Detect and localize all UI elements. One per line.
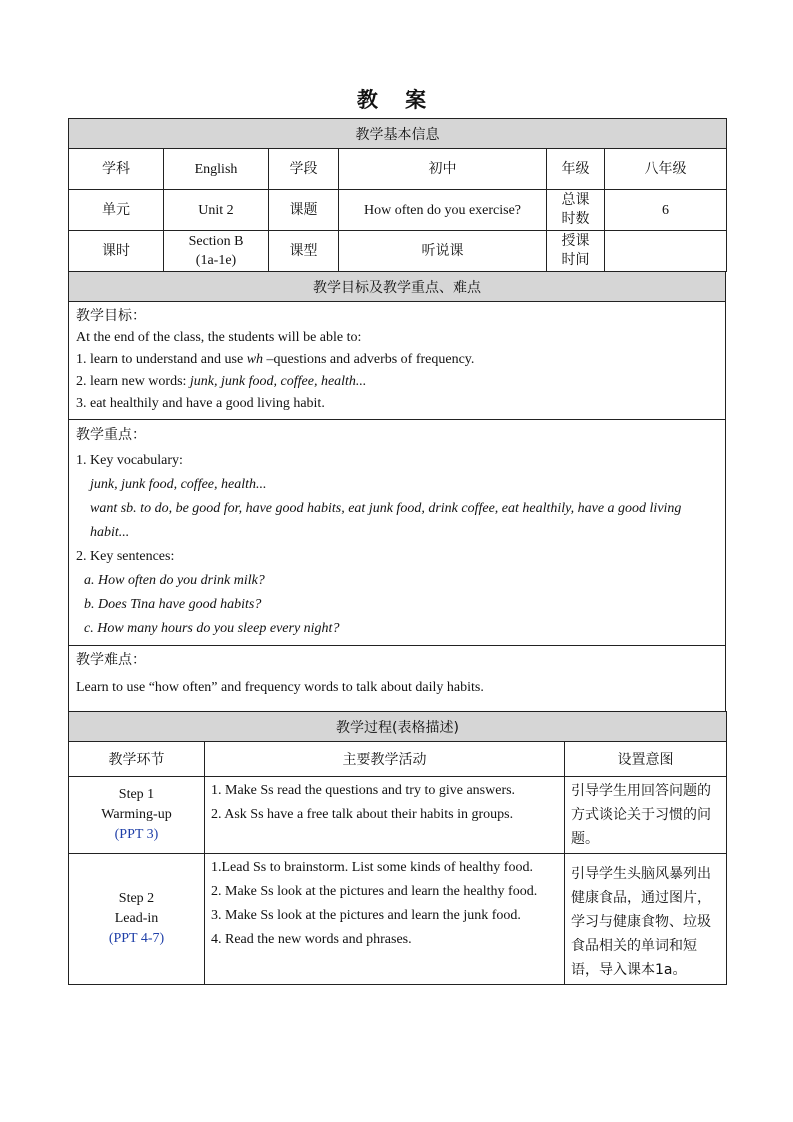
activities-cell: [205, 854, 565, 985]
value-teaching-time: [605, 231, 727, 272]
step-stage: Lead-in: [114, 911, 159, 926]
intent-cell: 引导学生用回答问题的方式谈论关于习惯的问题。: [565, 777, 727, 854]
goals-section: [69, 302, 726, 420]
value-total-periods: 6: [605, 190, 727, 231]
step-stage: Warming-up: [101, 807, 172, 822]
page-title: 教 案: [356, 88, 437, 112]
step-name: Step 1: [118, 787, 155, 802]
key-sentence-c: c. How many hours do you sleep every night?: [84, 621, 340, 636]
label-topic: 课题: [269, 190, 339, 231]
value-topic: How often do you exercise?: [339, 190, 547, 231]
key-sentences-heading: 2. Key sentences:: [76, 549, 175, 564]
label-subject: 学科: [69, 149, 164, 190]
objectives-table: [68, 271, 726, 712]
key-points-label: 教学重点：: [76, 427, 146, 443]
goal-item-2: 2. learn new words: junk, junk food, coffee, health...: [76, 374, 367, 389]
activity-item: 1. Make Ss read the questions and try to give answers.: [211, 783, 516, 798]
process-header: 教学过程(表格描述): [69, 712, 727, 742]
difficulty-text: Learn to use “how often” and frequency words to talk about daily habits.: [76, 680, 484, 695]
step-name: Step 2: [118, 891, 155, 906]
goals-label: 教学目标：: [76, 308, 146, 324]
key-vocab-heading: 1. Key vocabulary:: [76, 453, 183, 468]
key-sentence-b: b. Does Tina have good habits?: [84, 597, 262, 612]
key-vocab-phrases: want sb. to do, be good for, have good habits, eat junk food, drink coffee, eat healthily, have a good living habit...: [90, 501, 682, 540]
label-period: 课时: [69, 231, 164, 272]
label-lesson-type: 课型: [269, 231, 339, 272]
basic-info-table: [68, 118, 727, 272]
value-period: Section B (1a-1e): [164, 231, 269, 272]
value-grade: 八年级: [605, 149, 727, 190]
key-points-section: [69, 420, 726, 646]
col-header-activities: 主要教学活动: [205, 742, 565, 777]
step-ppt: (PPT 3): [114, 827, 159, 842]
key-sentence-a: a. How often do you drink milk?: [84, 573, 265, 588]
activity-item: 3. Make Ss look at the pictures and learn the junk food.: [211, 908, 521, 923]
step-cell: [69, 777, 205, 854]
difficulty-label: 教学难点：: [76, 652, 146, 668]
key-vocab-words: junk, junk food, coffee, health...: [90, 477, 267, 492]
intent-cell: 引导学生头脑风暴列出健康食品，通过图片，学习与健康食物、垃圾食品相关的单词和短语，导入课本1a。: [565, 854, 727, 985]
value-stage: 初中: [339, 149, 547, 190]
table-row: [69, 777, 727, 854]
value-unit: Unit 2: [164, 190, 269, 231]
goals-intro: At the end of the class, the students will be able to:: [76, 330, 362, 345]
activity-item: 2. Make Ss look at the pictures and learn the healthy food.: [211, 884, 538, 899]
value-lesson-type: 听说课: [339, 231, 547, 272]
basic-info-header: 教学基本信息: [69, 119, 727, 149]
label-teaching-time: 授课 时间: [547, 231, 605, 272]
goal-item-3: 3. eat healthily and have a good living habit.: [76, 396, 325, 411]
table-row: [69, 854, 727, 985]
label-total-periods: 总课 时数: [547, 190, 605, 231]
step-cell: [69, 854, 205, 985]
goal-item-1: 1. learn to understand and use wh –questions and adverbs of frequency.: [76, 352, 475, 367]
label-grade: 年级: [547, 149, 605, 190]
activities-cell: [205, 777, 565, 854]
activity-item: 1.Lead Ss to brainstorm. List some kinds of healthy food.: [211, 860, 533, 875]
label-unit: 单元: [69, 190, 164, 231]
objectives-header: 教学目标及教学重点、难点: [69, 272, 726, 302]
col-header-stage: 教学环节: [69, 742, 205, 777]
step-ppt: (PPT 4-7): [108, 931, 165, 946]
process-table: [68, 711, 727, 985]
col-header-intent: 设置意图: [565, 742, 727, 777]
activity-item: 2. Ask Ss have a free talk about their habits in groups.: [211, 807, 514, 822]
difficulty-section: [69, 646, 726, 712]
lesson-plan-sheet: [68, 118, 726, 985]
activity-item: 4. Read the new words and phrases.: [211, 932, 412, 947]
value-subject: English: [164, 149, 269, 190]
label-stage: 学段: [269, 149, 339, 190]
